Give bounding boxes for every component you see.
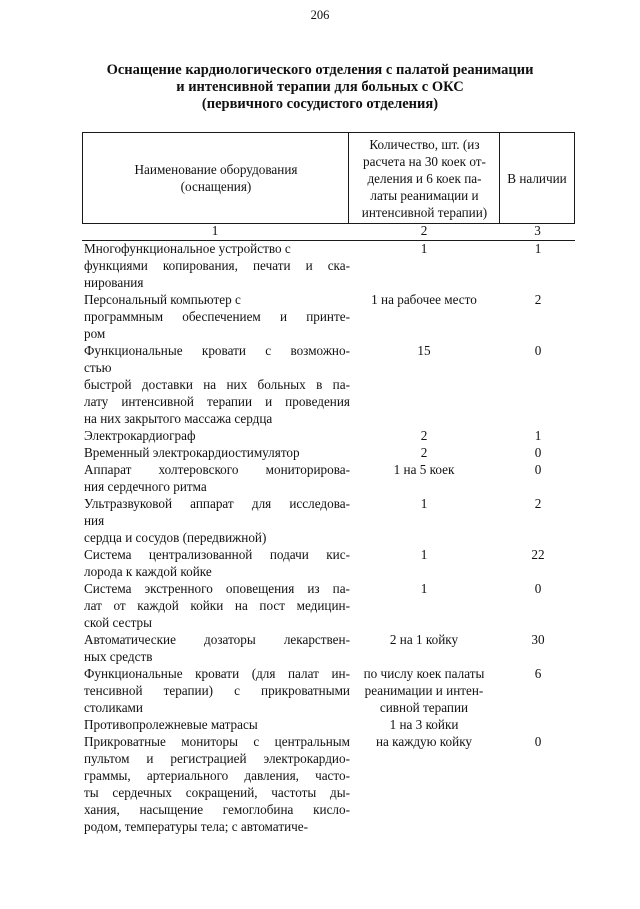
quantity-line: 1 [420, 241, 428, 256]
equipment-name-line: тенсивной терапии) с прикроватными [84, 683, 350, 698]
quantity [342, 733, 506, 750]
quantity [342, 716, 506, 733]
table-row [84, 461, 574, 495]
header-cell-name [82, 132, 349, 224]
available-count: 22 [531, 547, 545, 562]
quantity-line: 1 [420, 496, 428, 511]
quantity [342, 291, 506, 308]
quantity-line: 15 [417, 343, 431, 358]
equipment-name [84, 546, 350, 580]
equipment-name-line: Функциональные кровати с возможно- [84, 343, 350, 358]
title-line-2: и интенсивной терапии для больных с ОКС [176, 79, 464, 95]
available-count: 1 [534, 428, 542, 443]
available-count: 30 [531, 632, 545, 647]
quantity-line: на каждую койку [375, 734, 473, 749]
quantity [342, 461, 506, 478]
quantity-line: по числу коек палаты [363, 666, 485, 681]
table-row [84, 342, 574, 427]
quantity-line: 2 [420, 428, 428, 443]
table-row [84, 733, 574, 835]
column-number-1: 1 [211, 223, 219, 238]
equipment-name [84, 342, 350, 427]
equipment-name-line: стью [84, 360, 112, 375]
equipment-name-line: лорода к каждой койке [84, 564, 212, 579]
quantity [342, 546, 506, 563]
equipment-name-line: Автоматические дозаторы лекарствен- [84, 632, 350, 647]
equipment-name-line: Система экстренного оповещения из па- [84, 581, 350, 596]
quantity-line: реанимации и интен- [364, 683, 484, 698]
equipment-name-line: функциями копирования, печати и ска- [84, 258, 350, 273]
page-number: 206 [310, 8, 330, 22]
equipment-name [84, 495, 350, 546]
header-quantity-text [349, 133, 500, 223]
header-qty-line-1: Количество, шт. (из [369, 136, 480, 152]
equipment-name [84, 716, 350, 733]
quantity-line: 2 на 1 койку [389, 632, 459, 647]
column-number-2: 2 [420, 223, 428, 238]
quantity [342, 580, 506, 597]
equipment-name-line: граммы, артериального давления, часто- [84, 768, 350, 783]
equipment-name [84, 291, 350, 342]
equipment-name-line: Временный электрокардиостимулятор [84, 445, 300, 460]
header-available-line-1: В наличии [507, 170, 567, 186]
available-count: 2 [534, 292, 542, 307]
available-count: 0 [534, 462, 542, 477]
equipment-name-line: сердца и сосудов (передвижной) [84, 530, 267, 545]
available-count: 1 [534, 241, 542, 256]
header-available-text [500, 133, 574, 223]
equipment-name-line: Прикроватные мониторы с центральным [84, 734, 350, 749]
header-cell-available [499, 132, 575, 224]
header-cell-quantity [348, 132, 500, 224]
equipment-name-line: Функциональные кровати (для палат ин- [84, 666, 350, 681]
table-row [84, 716, 574, 733]
equipment-name-line: ния сердечного ритма [84, 479, 207, 494]
quantity-line: сивной терапии [379, 700, 469, 715]
equipment-name-line: лату интенсивной терапии и проведения [84, 394, 350, 409]
quantity-line: 1 [420, 581, 428, 596]
equipment-name-line: Многофункциональное устройство с [84, 241, 291, 256]
title-line-3: (первичного сосудистого отделения) [201, 96, 439, 112]
available-count: 0 [534, 734, 542, 749]
header-name-text [83, 133, 349, 223]
equipment-name-line: ром [84, 326, 106, 341]
equipment-name [84, 631, 350, 665]
available-count: 2 [534, 496, 542, 511]
title-line-1: Оснащение кардиологического отделения с палатой реанимации [106, 62, 534, 78]
quantity [342, 665, 506, 716]
available-count: 0 [534, 445, 542, 460]
table-row [84, 546, 574, 580]
equipment-table-body [84, 240, 574, 835]
equipment-name-line: на них закрытого массажа сердца [84, 411, 273, 426]
column-number-3: 3 [534, 223, 541, 238]
equipment-name-line: Персональный компьютер с [84, 292, 241, 307]
header-name-line-1: Наименование оборудования [134, 162, 298, 177]
quantity [342, 444, 506, 461]
quantity [342, 495, 506, 512]
quantity-line: 1 на 5 коек [393, 462, 455, 477]
header-qty-line-2: расчета на 30 коек от- [363, 153, 486, 169]
table-row [84, 240, 574, 291]
quantity-line: 1 на рабочее место [371, 292, 477, 307]
equipment-name-line: нирования [84, 275, 144, 290]
equipment-name [84, 444, 350, 461]
table-row [84, 631, 574, 665]
header-qty-line-4: латы реанимации и [370, 187, 479, 203]
equipment-name [84, 733, 350, 835]
equipment-name-line: Система централизованной подачи кис- [84, 547, 350, 562]
equipment-name [84, 427, 350, 444]
equipment-name-line: ния [84, 513, 105, 528]
document-title [80, 62, 560, 113]
table-row [84, 495, 574, 546]
equipment-name-line: Аппарат холтеровского мониторирова- [84, 462, 350, 477]
table-row [84, 427, 574, 444]
available-count: 0 [534, 343, 542, 358]
table-row [84, 444, 574, 461]
quantity-line: 1 на 3 койки [389, 717, 459, 732]
equipment-name-line: быстрой доставки на них больных в па- [84, 377, 350, 392]
quantity [342, 240, 506, 257]
quantity [342, 427, 506, 444]
equipment-name-line: родом, температуры тела; с автоматиче- [84, 819, 309, 834]
table-row [84, 580, 574, 631]
equipment-name [84, 461, 350, 495]
quantity [342, 342, 506, 359]
quantity [342, 631, 506, 648]
available-count: 0 [534, 581, 542, 596]
quantity-line: 1 [420, 547, 428, 562]
equipment-name-line: Ультразвуковой аппарат для исследова- [84, 496, 350, 511]
table-row [84, 291, 574, 342]
equipment-name [84, 665, 350, 716]
equipment-name-line: Противопролежневые матрасы [84, 717, 258, 732]
equipment-name-line: программным обеспечением и принте- [84, 309, 350, 324]
equipment-name-line: столиками [84, 700, 143, 715]
equipment-name-line: Электрокардиограф [84, 428, 196, 443]
equipment-name-line: пультом и регистрацией электрокардио- [84, 751, 350, 766]
equipment-name-line: ных средств [84, 649, 153, 664]
column-number-row [82, 223, 575, 241]
equipment-name-line: лат от каждой койки на пост медицин- [84, 598, 350, 613]
equipment-name-line: ты сердечных сокращений, частоты ды- [84, 785, 350, 800]
quantity-line: 2 [420, 445, 428, 460]
equipment-name [84, 580, 350, 631]
equipment-name-line: хания, насыщение гемоглобина кисло- [84, 802, 350, 817]
header-qty-line-5: интенсивной терапии) [361, 204, 488, 220]
equipment-name-line: ской сестры [84, 615, 152, 630]
available-count: 6 [534, 666, 542, 681]
equipment-name [84, 240, 350, 291]
header-name-line-2: (оснащения) [180, 179, 252, 194]
header-qty-line-3: деления и 6 коек па- [367, 170, 482, 186]
table-row [84, 665, 574, 716]
